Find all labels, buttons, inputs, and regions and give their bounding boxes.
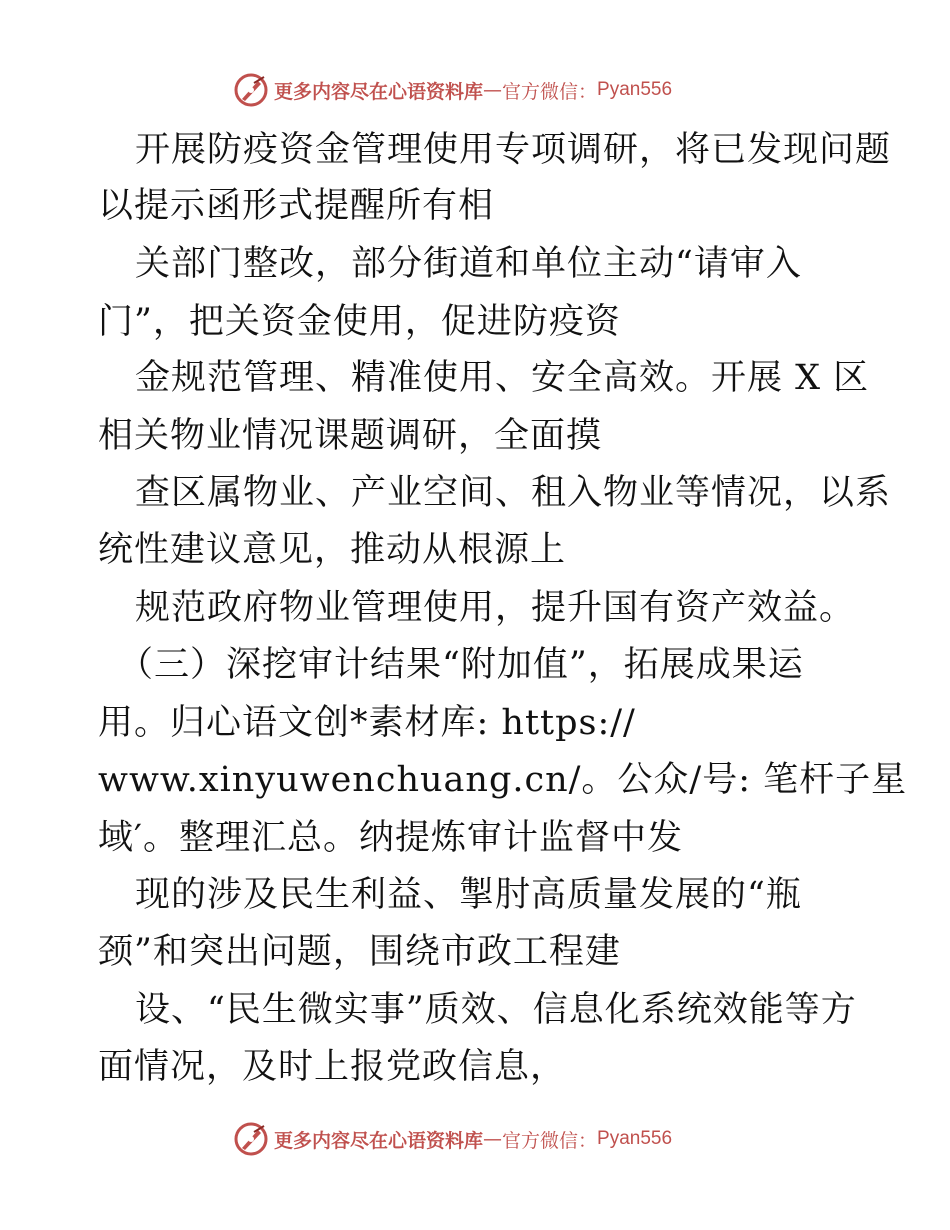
body-line: 以提示函形式提醒所有相 — [98, 186, 495, 226]
header-banner-official-label: 官方微信： — [502, 80, 598, 103]
body-line: 颈”和突出问题，围绕市政工程建 — [98, 932, 621, 972]
body-line: 门”，把关资金使用，促进防疫资 — [98, 302, 621, 342]
quill-logo-icon — [234, 73, 268, 107]
body-line: 规范政府物业管理使用，提升国有资产效益。 — [135, 588, 856, 628]
body-line: 域′。整理汇总。纳提炼审计监督中发 — [98, 818, 683, 858]
header-banner-separator: — — [483, 79, 503, 101]
body-line: 关部门整改，部分街道和单位主动“请审入 — [135, 244, 802, 284]
body-line: 相关物业情况课题调研，全面摸 — [98, 416, 603, 456]
body-line: 用。归心语文创*素材库: https:// — [98, 703, 636, 743]
header-banner — [234, 70, 672, 110]
body-line: 现的涉及民生利益、掣肘高质量发展的“瓶 — [135, 875, 802, 915]
footer-banner-official-label: 官方微信： — [502, 1129, 598, 1152]
footer-banner-text: 更多内容尽在心语资料库 — [274, 1129, 484, 1152]
body-line: 金规范管理、精准使用、安全高效。开展 X 区 — [135, 358, 870, 398]
header-banner-wechat-id: Pyan556 — [597, 79, 673, 100]
quill-logo-icon — [234, 1122, 268, 1156]
body-line: 设、“民生微实事”质效、信息化系统效能等方 — [135, 990, 857, 1030]
body-line: www.xinyuwenchuang.cn/。公众/号: 笔杆子星 — [98, 760, 908, 800]
footer-banner — [234, 1119, 672, 1159]
header-banner-text: 更多内容尽在心语资料库 — [274, 80, 484, 103]
body-line: 查区属物业、产业空间、租入物业等情况，以系 — [135, 473, 892, 513]
body-line: （三）深挖审计结果“附加值”，拓展成果运 — [118, 645, 804, 685]
footer-banner-wechat-id: Pyan556 — [597, 1128, 673, 1149]
body-line: 面情况，及时上报党政信息， — [98, 1047, 567, 1087]
body-line: 统性建议意见，推动从根源上 — [98, 530, 567, 570]
body-line: 开展防疫资金管理使用专项调研，将已发现问题 — [135, 130, 892, 170]
footer-banner-separator: — — [483, 1128, 503, 1150]
